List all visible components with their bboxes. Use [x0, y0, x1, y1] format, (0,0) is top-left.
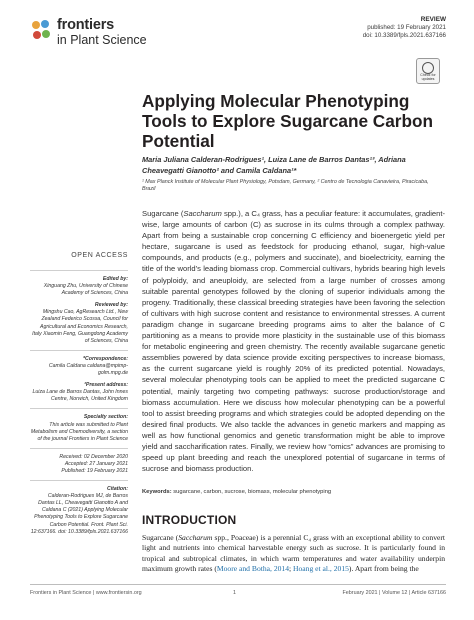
frontiers-logo[interactable]	[30, 18, 147, 46]
abstract: Sugarcane (Saccharum spp.), a C₄ grass, has a peculiar feature: it accumulates, gradient-wise, large amounts of carbon (C) as sucrose in its culms through a complex pathway. Apart from being a sustainable crop concerning C efficiency and bioenergetic yield per hectare, sugarcane is used as feedstock for producing ethanol, sugar, high-value compounds, and products (e.g., polymers and succinate), and bioelectricity, earning the title of the world’s leading biomass crop. Commercial cultivars, hybrids bearing high levels of polyploidy, and aneuploidy, are selected from a large number of crosses among suitable parental genotypes followed by the cloning of superior individuals among the progeny. Traditionally, these classical breeding strategies have been favoring the selection of cultivars with high sucrose content and resistance to environmental stresses. A current paradigm change in sugarcane breeding programs aims to alter the balance of C partitioning as a means to provide more plasticity in the sustainable use of this biomass for metabolic engineering and green chemistry. The recently available sugarcane genetic assemblies powered by data science provide exciting perspectives to increase biomass, as the current sugarcane yield is roughly 20% of its predicted potential. Nowadays, several molecular phenotyping tools can be applied to meet the predicted sugarcane C potential, mainly targeting two competing pathways: sucrose production/storage and biomass accumulation. Here we discuss how molecular phenotyping can be a powerful tool to assist breeding programs and which strategies could be adopted depending on the desired final products. We also tackle the advances in genetic markers and mapping as well as how functional genomics and genetic transformation might be able to improve yield and saccharification rates. Finally, we review how “omics” advances are promising to speed up plant breeding and reach the unexplored potential of sugarcane in terms of sucrose and biomass production.	[142, 209, 445, 474]
published-date: published: 19 February 2021	[367, 24, 446, 32]
keywords-label: Keywords:	[142, 489, 172, 495]
article-title: Applying Molecular Phenotyping Tools to Explore Sugarcane Carbon Potential	[142, 91, 433, 151]
introduction-paragraph: Sugarcane (Saccharum spp., Poaceae) is a perennial C₄ grass with an exceptional ability to convert light and nutrients into chemical harvestable energy such as sucrose. It is particularly found in tropical and subtropical climates, in which warm temperatures and water availability underpin maximum growth rates (Moore and Botha, 2014; Hoang et al., 2015). Apart from being the	[142, 533, 445, 573]
footer-divider	[30, 584, 446, 585]
article-type: REVIEW	[420, 16, 446, 23]
section-heading-introduction: INTRODUCTION	[142, 513, 237, 527]
check-for-updates-badge[interactable]	[416, 58, 440, 84]
frontiers-logo-icon	[30, 19, 52, 43]
specialty-section: Specialty section: This article was submitted to Plant Metabolism and Chemodiversity, a section of the journal Frontiers in Plant Science	[30, 414, 128, 442]
author-list: Maria Juliana Calderan-Rodrigues¹, Luiza Lane de Barros Dantas¹³, Adriana Cheavegatti Gianotto² and Camila Caldana¹*	[142, 155, 406, 175]
open-access-label: OPEN ACCESS	[71, 252, 128, 259]
correspondence-email[interactable]: Camila Caldana caldana@mpimp-golm.mpg.de	[48, 362, 128, 377]
citation-link[interactable]: Moore and Botha, 2014	[216, 563, 290, 573]
article-metadata	[30, 268, 128, 541]
reviewed-by: Reviewed by: Mingshu Cao, AgResearch Ltd., New Zealand Federico Scossa, Council for Agricultural and Economics Research, Italy Xiaomin Feng, Guangdong Academy of Sciences, China	[32, 302, 128, 344]
edited-by: Edited by: Xinguang Zhu, University of Chinese Academy of Sciences, China	[43, 276, 128, 297]
species-name: Saccharum	[183, 209, 222, 218]
doi[interactable]: doi: 10.3389/fpls.2021.637166	[362, 32, 446, 40]
dates: Received: 02 December 2020 Accepted: 27 January 2021 Published: 19 February 2021	[59, 453, 128, 474]
journal-name: in Plant Science	[57, 32, 147, 47]
keywords-text: sugarcane, carbon, sucrose, biomass, molecular phenotyping	[171, 489, 332, 495]
page-number: 1	[233, 590, 236, 596]
citation-link[interactable]: Hoang et al., 2015	[293, 563, 349, 573]
refresh-icon	[422, 62, 434, 74]
brand-name: frontiers	[57, 17, 115, 33]
affiliations: ¹ Max Planck Institute of Molecular Plant Physiology, Potsdam, Germany, ² Centro de Tecnologia Canavieira, Piracicaba, Brazil	[142, 179, 429, 193]
present-address: ³Present address: Luiza Lane de Barros Dantas, John Innes Centre, Norwich, United Kingdom	[32, 382, 128, 403]
footer-volume-info: February 2021 | Volume 12 | Article 637166	[342, 590, 446, 596]
article-header-info	[363, 16, 446, 41]
footer-journal-link[interactable]: Frontiers in Plant Science | www.frontiersin.org	[30, 590, 142, 596]
correspondence: *Correspondence: Camila Caldana caldana@mpimp-golm.mpg.de	[30, 356, 128, 377]
updates-label: Check for updates	[420, 73, 436, 82]
citation: Citation: Calderan-Rodrigues MJ, de Barros Dantas LL, Cheavegatti Gianotto A and Caldana C (2021) Applying Molecular Phenotyping Tools to Explore Sugarcane Carbon Potential. Front. Plant Sci. 12:637166. doi: 10.3389/fpls.2021.637166	[30, 486, 128, 535]
keywords	[142, 489, 445, 495]
